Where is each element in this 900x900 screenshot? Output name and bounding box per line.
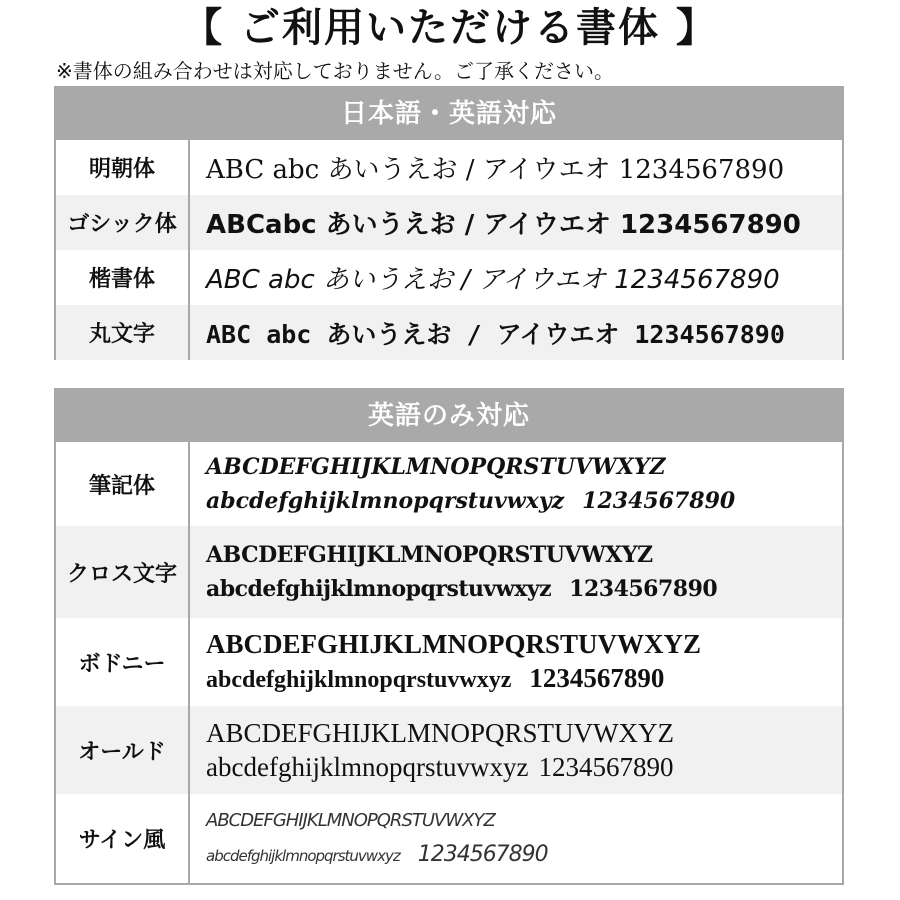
notice-text: ※書体の組み合わせは対応しておりません。ご了承ください。 — [56, 59, 614, 83]
font-sample — [190, 442, 842, 526]
sample-lower-digits — [206, 838, 548, 873]
font-row-script — [56, 442, 842, 526]
sample-lowercase: abcdefghijklmnopqrstuvwxyz — [206, 576, 552, 602]
font-sample: ABC abc あいうえお / アイウエオ 1234567890 — [206, 155, 785, 185]
font-label: オールド — [56, 706, 190, 794]
font-sample — [190, 794, 842, 883]
sample-lowercase: abcdefghijklmnopqrstuvwxyz — [206, 488, 565, 514]
font-sample — [190, 618, 842, 706]
font-row-signature — [56, 794, 842, 883]
font-row-mincho — [56, 140, 842, 195]
en-only-font-table — [54, 388, 844, 885]
font-row-bodoni — [56, 618, 842, 706]
sample-uppercase: ABCDEFGHIJKLMNOPQRSTUVWXYZ — [206, 629, 702, 659]
font-sample: ABC abc あいうえお / アイウエオ 1234567890 — [206, 319, 785, 349]
font-label: クロス文字 — [56, 526, 190, 618]
font-sample — [190, 526, 842, 618]
sample-digits: 1234567890 — [582, 488, 736, 514]
sample-digits: 1234567890 — [529, 663, 665, 693]
font-row-blackletter — [56, 526, 842, 618]
font-label: 楷書体 — [56, 250, 190, 305]
font-label: ボドニー — [56, 618, 190, 706]
sample-digits: 1234567890 — [417, 842, 548, 867]
font-label: サイン風 — [56, 794, 190, 883]
page-title: 【 ご利用いただける書体 】 — [182, 5, 718, 51]
sample-uppercase: ABCDEFGHIJKLMNOPQRSTUVWXYZ — [206, 542, 653, 568]
sample-lowercase: abcdefghijklmnopqrstuvwxyz — [206, 847, 400, 865]
sample-uppercase: ABCDEFGHIJKLMNOPQRSTUVWXYZ — [206, 454, 666, 480]
font-row-kaisho — [56, 250, 842, 305]
jp-en-font-table — [54, 86, 844, 360]
en-table-heading: 英語のみ対応 — [56, 390, 842, 442]
sample-lowercase: abcdefghijklmnopqrstuvwxyz — [206, 667, 512, 693]
font-sample: ABC abc あいうえお / アイウエオ 1234567890 — [206, 265, 780, 295]
sample-lower-digits — [206, 750, 673, 784]
sample-digits: 1234567890 — [538, 752, 674, 782]
font-label: ゴシック体 — [56, 195, 190, 250]
font-sample: ABCabc あいうえお / アイウエオ 1234567890 — [206, 210, 801, 240]
sample-uppercase: ABCDEFGHIJKLMNOPQRSTUVWXYZ — [206, 718, 675, 748]
sample-digits: 1234567890 — [569, 576, 718, 602]
sample-lower-digits — [206, 572, 717, 606]
font-row-gothic — [56, 195, 842, 250]
font-label: 筆記体 — [56, 442, 190, 526]
sample-lower-digits — [206, 661, 664, 697]
jp-en-table-heading: 日本語・英語対応 — [56, 88, 842, 140]
font-label: 明朝体 — [56, 140, 190, 195]
font-label: 丸文字 — [56, 305, 190, 360]
font-row-old — [56, 706, 842, 794]
sample-lowercase: abcdefghijklmnopqrstuvwxyz — [206, 752, 529, 782]
sample-uppercase: ABCDEFGHIJKLMNOPQRSTUVWXYZ — [206, 810, 495, 831]
font-sample — [190, 706, 842, 794]
font-row-maru — [56, 305, 842, 360]
sample-lower-digits — [206, 484, 735, 518]
